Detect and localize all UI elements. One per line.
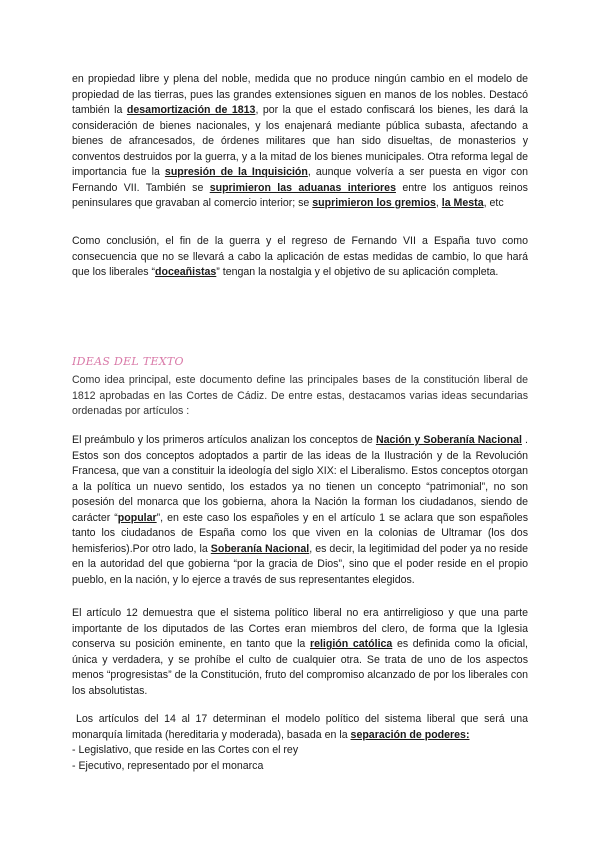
highlight-religion-catolica: religión católica (309, 638, 393, 650)
paragraph-text: El artículo 12 demuestra que el sistema político liberal no era antirreligioso y que una parte importante de los diputados de las Cortes eran miembros del clero, de forma que la Iglesia conserva su posición eminente, en tanto que la (72, 607, 528, 650)
paragraph-religion (72, 606, 528, 699)
highlight-separacion-poderes: separación de poderes: (350, 728, 470, 741)
paragraph-conclusion (72, 234, 528, 281)
paragraph-text: entre los antiguos reinos peninsulares que gravaban al comercio interior; se (72, 181, 528, 209)
paragraph-text: Los artículos del 14 al 17 determinan el modelo político del sistema liberal que será una monarquía limitada (hereditaria y moderada), basada en la (72, 713, 528, 741)
paragraph-poderes (72, 712, 528, 774)
paragraph-text: . Estos son dos conceptos adoptados a partir de las ideas de la Ilustración y de la Revolución Francesa, que van a constituir la ideología del siglo XIX: el Liberalismo. Estos conceptos otorgan a la política un nuevo sentido, los estados ya no tienen un concepto “patrimonial”, no son posesión del monarca que los gobierna, ahora la Nación la forman los ciudadanos, siendo de carácter “ (72, 434, 528, 524)
paragraph-text: El preámbulo y los primeros artículos analizan los conceptos de (72, 434, 376, 446)
paragraph-text: , aunque volvería a ser puesta en vigor con Fernando VII. También se (72, 166, 528, 194)
section-title: IDEAS DEL TEXTO (72, 355, 184, 368)
list-item: - Legislativo, que reside en las Cortes con el rey (72, 744, 299, 756)
paragraph-text: ”, en este caso los españoles y en el artículo 1 se aclara que son españoles tanto los ciudadanos de España como los que viven en la colonias de Ultramar (los dos hemisferios).Por otro lado, la (72, 511, 528, 555)
highlight-desamortizacion: desamortización de 1813 (126, 104, 256, 116)
highlight-popular: popular (117, 511, 157, 524)
paragraph-reforms (72, 72, 528, 212)
paragraph-nacion (72, 433, 528, 588)
list-item: - Ejecutivo, representado por el monarca (72, 759, 264, 772)
highlight-inquisicion: supresión de la Inquisición (164, 166, 308, 178)
highlight-mesta: la Mesta (441, 197, 484, 209)
paragraph-main-idea (72, 373, 528, 420)
paragraph-text: ” tengan la nostalgia y el objetivo de su aplicación completa. (216, 266, 499, 278)
highlight-soberania-nacional: Soberanía Nacional (210, 542, 310, 555)
paragraph-text: , es decir, la legitimidad del poder ya no reside en la autoridad del que gobierna “por la gracia de Dios”, sino que el poder reside en el propio pueblo, en la nación, y lo ejerce a través de sus representantes elegidos. (72, 542, 528, 586)
highlight-nacion-soberania: Nación y Soberanía Nacional (375, 434, 522, 446)
paragraph-text: es definida como la oficial, única y verdadera, y se prohíbe el culto de cualquier otra. Se trata de uno de los aspectos menos “progresistas” de la Constitución, fruto del compromiso alcanzado de por los liberales con los absolutistas. (72, 638, 528, 697)
paragraph-text: Como idea principal, este documento define las principales bases de la constitución liberal de 1812 aprobadas en las Cortes de Cádiz. De entre estas, destacamos varias ideas secundarias ordenadas por artículos : (72, 374, 528, 417)
paragraph-text: Como conclusión, el fin de la guerra y el regreso de Fernando VII a España tuvo como consecuencia que no se llevará a cabo la aplicación de estas medidas de cambio, lo que hará que los liberales “ (72, 235, 528, 278)
paragraph-text: en propiedad libre y plena del noble, medida que no produce ningún cambio en el modelo de propiedad de las tierras, pues las grandes extensiones siguen en manos de los nobles. Destacó también la (72, 73, 528, 116)
paragraph-text: , por la que el estado confiscará los bienes, les dará la consideración de bienes nacionales, y los enajenará mediante pública subasta, afectando a bienes de afrancesados, de órdenes militares que han sido disueltas, de monasterios y conventos destruidos por la guerra, y a la mitad de los bienes municipales. Otra reforma legal de importancia fue la (72, 104, 528, 178)
paragraph-text: , etc (483, 197, 504, 209)
highlight-gremios: suprimieron los gremios (312, 197, 436, 209)
section-heading (72, 354, 528, 370)
highlight-aduanas: suprimieron las aduanas interiores (209, 181, 396, 194)
paragraph-text: , (435, 197, 442, 209)
highlight-doceanistas: doceañistas (155, 266, 217, 278)
